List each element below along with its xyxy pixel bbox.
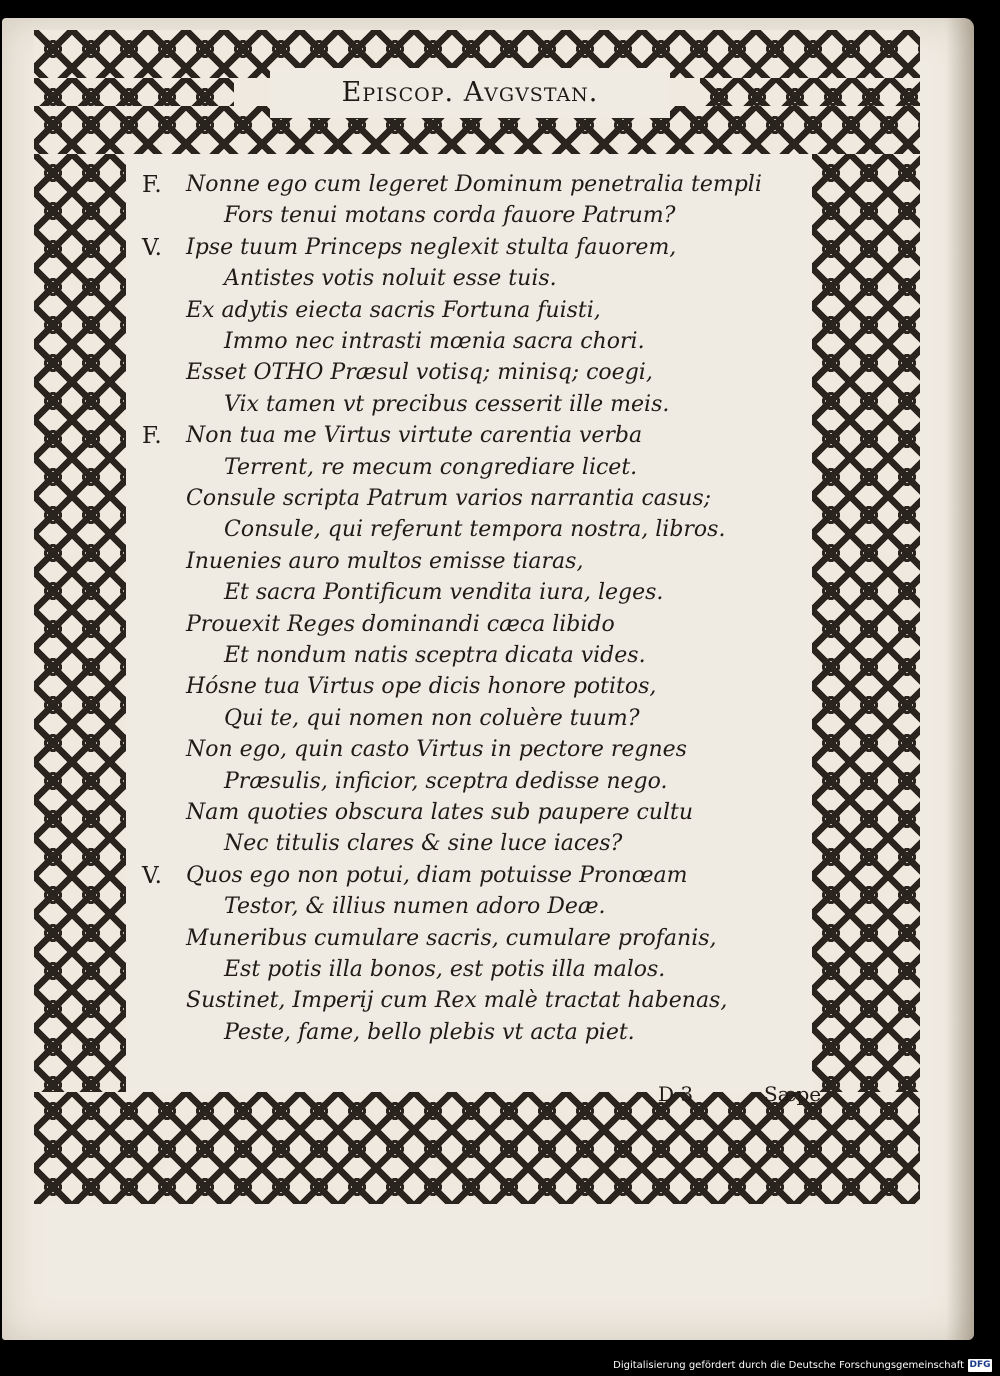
verse-line: Præsulis, inficior, sceptra dedisse nego. [224, 768, 668, 794]
verse-line: Qui te, qui nomen non coluère tuum? [224, 705, 640, 731]
speaker-label: V. [142, 862, 162, 889]
verse-line: Esset OTHO Præsul votisq; minisq; coegi, [186, 360, 653, 386]
speaker-label: F. [142, 172, 162, 198]
verse-line: Et sacra Pontificum vendita iura, leges. [224, 580, 664, 606]
verse-line: Nec titulis clares & sine luce iaces? [224, 831, 623, 857]
verse-line: Peste, fame, bello plebis vt acta piet. [224, 1019, 635, 1045]
verse-line: Muneribus cumulare sacris, cumulare profanis, [186, 925, 717, 951]
dfg-logo: DFG [969, 1360, 991, 1370]
verse-line: Nam quoties obscura lates sub paupere cultu [186, 800, 693, 825]
verse-line: Non tua me Virtus virtute carentia verba [186, 423, 643, 449]
speaker-label: V. [142, 234, 162, 261]
verse-text-area [126, 154, 822, 1106]
verse-line: Sustinet, Imperij cum Rex malè tractat habenas, [186, 988, 728, 1014]
ornament-border-bottom [34, 1092, 920, 1204]
verse-line: Antistes votis noluit esse tuis. [224, 266, 557, 292]
verse-line: Quos ego non potui, diam potuisse Pronœam [186, 862, 688, 888]
verse-line: Nonne ego cum legeret Dominum penetralia templi [186, 172, 762, 197]
digitization-credit: Digitalisierung gefördert durch die Deutsche Forschungsgemeinschaft [613, 1360, 964, 1371]
verse-line: Hósne tua Virtus ope dicis honore potitos, [186, 674, 657, 700]
verse-line: Est potis illa bonos, est potis illa malos. [224, 957, 666, 982]
signature-mark: D 3 [658, 1082, 694, 1106]
verse-line: Vix tamen vt precibus cesserit ille meis. [224, 391, 670, 417]
verse-line: Terrent, re mecum congrediare licet. [224, 454, 638, 480]
ornament-border-left [34, 154, 126, 1092]
running-title: Episcop. Avgvstan. [270, 68, 670, 118]
catchword: Sæpe [764, 1082, 822, 1106]
verse-line: Prouexit Reges dominandi cæca libido [186, 611, 615, 637]
verse-line: Non ego, quin casto Virtus in pectore regnes [186, 737, 687, 763]
ornament-border-right [812, 154, 920, 1092]
ornament-border-title-left [34, 78, 234, 106]
verse-line: Ex adytis eiecta sacris Fortuna fuisti, [186, 297, 601, 323]
verse-line: Fors tenui motans corda fauore Patrum? [224, 203, 676, 229]
ornament-border-title-right [700, 78, 920, 106]
verse-line: Consule, qui referunt tempora nostra, libros. [224, 517, 726, 543]
verse-line: Et nondum natis sceptra dicata vides. [224, 643, 646, 668]
verse-line: Testor, & illius numen adoro Deæ. [224, 894, 606, 920]
page-gutter-shadow [946, 18, 974, 1340]
verse-line: Immo nec intrasti mœnia sacra chori. [224, 329, 645, 354]
verse-line: Ipse tuum Princeps neglexit stulta fauorem, [186, 234, 677, 260]
speaker-label: F. [142, 423, 162, 450]
verse-line: Consule scripta Patrum varios narrantia casus; [186, 486, 712, 511]
verse-line: Inuenies auro multos emisse tiaras, [186, 548, 584, 574]
